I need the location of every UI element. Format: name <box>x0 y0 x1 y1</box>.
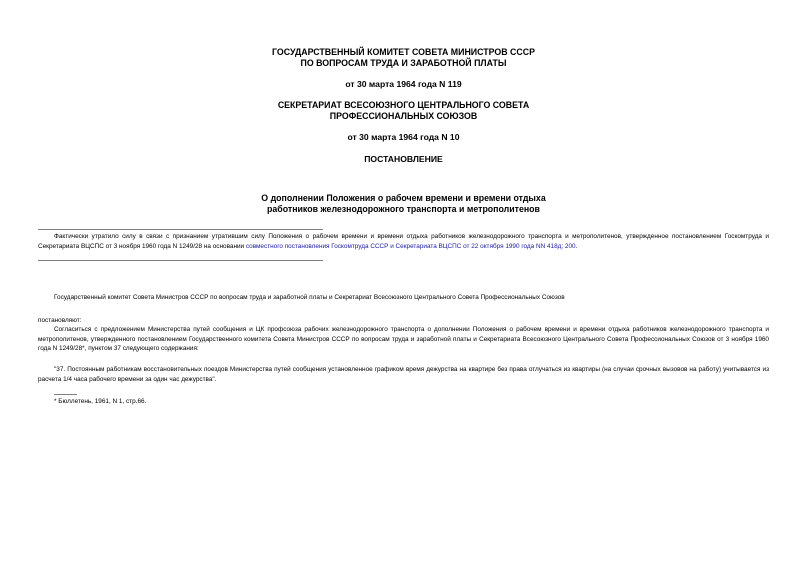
status-note-top-rule <box>38 229 323 230</box>
footnote: * Бюллетень, 1961, N 1, стр.66. <box>54 398 147 405</box>
document-title: О дополнении Положения о рабочем времени и времени отдыха работников железнодорожного транспорта и метрополитенов <box>261 193 546 214</box>
decision-paragraph: Согласиться с предложением Министерства путей сообщения и ЦК профсоюза рабочих железнодорожного транспорта о дополнении Положения о рабочем времени и времени отдыха работников железнодорожного транспорта и метрополитенов, утвержденного постановлением Государственного комитета Совета Министров СССР по вопросам труда и заработной платы и Секретариата Всесоюзного Центрального Совета Профессиональных Союзов от 3 ноября 1960 года N 1249/28*, пунктом 37 следующего содержания: <box>38 326 769 353</box>
issuer-secretariat-date: от 30 марта 1964 года N 10 <box>347 132 460 142</box>
preamble-paragraph: Государственный комитет Совета Министров СССР по вопросам труда и заработной платы и Секретариат Всесоюзного Центрального Совета Профессиональных Союзов <box>54 294 565 301</box>
repeal-decree-link[interactable]: совместного постановления Госкомтруда СССР и Секретариата ВЦСПС от 22 октября 1990 года NN 418д; 200 <box>245 242 576 250</box>
decree-word: постановляют: <box>38 317 82 324</box>
clause-37-paragraph: "37. Постоянным работникам восстановительных поездов Министерства путей сообщения установленное графиком время дежурства на квартире без права отлучаться из квартиры (на случаи срочных вызовов на работу) учитывается из расчета 1/4 часа рабочего времени за один час дежурства". <box>38 366 769 383</box>
footnote-rule <box>54 394 77 395</box>
issuer-secretariat: СЕКРЕТАРИАТ ВСЕСОЮЗНОГО ЦЕНТРАЛЬНОГО СОВЕТА ПРОФЕССИОНАЛЬНЫХ СОЮЗОВ <box>277 100 530 121</box>
status-note-text: Фактически утратило силу в связи с признанием утратившим силу Положения о рабочем времени и времени отдыха работников железнодорожного транспорта и метрополитенов, утвержденное постановлением Госкомтруда и Секретариата ВЦСПС от 3 ноября 1960 года N 1249/28 на основании <box>38 233 769 250</box>
status-note <box>38 232 769 251</box>
issuer-committee: ГОСУДАРСТВЕННЫЙ КОМИТЕТ СОВЕТА МИНИСТРОВ СССР ПО ВОПРОСАМ ТРУДА И ЗАРАБОТНОЙ ПЛАТЫ <box>272 47 535 68</box>
issuer-committee-date: от 30 марта 1964 года N 119 <box>345 79 462 89</box>
status-note-bottom-rule <box>38 260 323 261</box>
status-note-end: . <box>575 242 578 250</box>
document-type: ПОСТАНОВЛЕНИЕ <box>364 154 443 164</box>
